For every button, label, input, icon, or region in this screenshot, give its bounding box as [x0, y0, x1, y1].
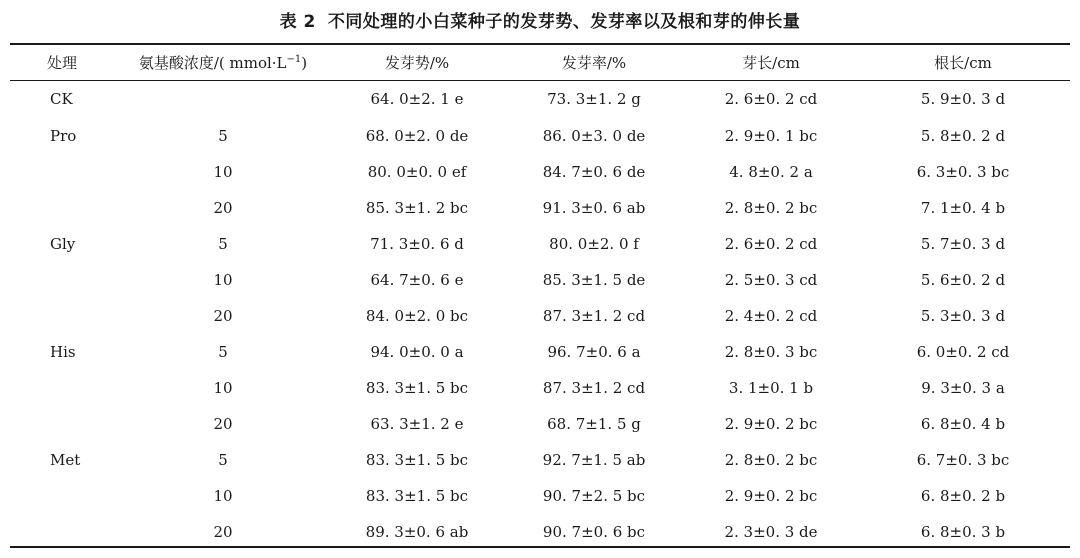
- cell-vigor: 94. 0±0. 0 a: [370, 343, 464, 361]
- header-shoot-length: 芽长/cm: [742, 54, 800, 72]
- table-row: [10, 118, 1070, 154]
- cell-root-length: 5. 6±0. 2 d: [920, 271, 1006, 289]
- cell-rate: 92. 7±1. 5 ab: [542, 451, 646, 469]
- cell-rate: 87. 3±1. 2 cd: [542, 379, 646, 397]
- cell-root-length: 9. 3±0. 3 a: [921, 379, 1005, 397]
- cell-treatment: Gly: [50, 235, 76, 253]
- cell-vigor: 68. 0±2. 0 de: [365, 127, 469, 145]
- header-root-length: 根长/cm: [934, 54, 992, 72]
- cell-vigor: 63. 3±1. 2 e: [370, 415, 464, 433]
- cell-rate: 90. 7±0. 6 bc: [542, 523, 646, 541]
- cell-shoot-length: 2. 3±0. 3 de: [724, 523, 818, 541]
- cell-treatment: [10, 370, 114, 406]
- table-row: [10, 154, 1070, 190]
- cell-vigor: 84. 0±2. 0 bc: [365, 307, 469, 325]
- cell-vigor: 83. 3±1. 5 bc: [365, 487, 469, 505]
- cell-concentration: 10: [213, 379, 233, 397]
- header-vigor: 发芽势/%: [384, 54, 450, 72]
- cell-rate: 68. 7±1. 5 g: [547, 415, 641, 433]
- cell-concentration: 20: [213, 307, 233, 325]
- results-table: [10, 45, 1070, 550]
- cell-concentration: 5: [218, 235, 228, 253]
- table-row: [10, 442, 1070, 478]
- header-row: [10, 45, 1070, 80]
- table-row: [10, 190, 1070, 226]
- cell-shoot-length: 4. 8±0. 2 a: [729, 163, 813, 181]
- cell-concentration: 20: [213, 415, 233, 433]
- cell-treatment: Pro: [50, 127, 77, 145]
- cell-root-length: 6. 0±0. 2 cd: [916, 343, 1010, 361]
- cell-shoot-length: 2. 6±0. 2 cd: [724, 90, 818, 108]
- table-row: [10, 406, 1070, 442]
- table-row: [10, 514, 1070, 550]
- table-row: [10, 80, 1070, 118]
- cell-vigor: 85. 3±1. 2 bc: [365, 199, 469, 217]
- cell-root-length: 5. 7±0. 3 d: [920, 235, 1006, 253]
- cell-concentration: 20: [213, 199, 233, 217]
- header-rate: 发芽率/%: [561, 54, 627, 72]
- cell-treatment: [10, 262, 114, 298]
- cell-treatment: [10, 406, 114, 442]
- header-concentration-text: 氨基酸浓度/( mmol·L: [138, 54, 287, 72]
- cell-root-length: 6. 8±0. 3 b: [920, 523, 1006, 541]
- cell-concentration: [114, 80, 332, 118]
- cell-rate: 96. 7±0. 6 a: [547, 343, 641, 361]
- cell-rate: 84. 7±0. 6 de: [542, 163, 646, 181]
- cell-treatment: Met: [50, 451, 81, 469]
- cell-root-length: 5. 3±0. 3 d: [920, 307, 1006, 325]
- cell-treatment: [10, 298, 114, 334]
- cell-vigor: 83. 3±1. 5 bc: [365, 451, 469, 469]
- cell-shoot-length: 2. 4±0. 2 cd: [724, 307, 818, 325]
- cell-root-length: 5. 9±0. 3 d: [920, 90, 1006, 108]
- cell-root-length: 6. 8±0. 2 b: [920, 487, 1006, 505]
- cell-rate: 87. 3±1. 2 cd: [542, 307, 646, 325]
- table-title: 不同处理的小白菜种子的发芽势、发芽率以及根和芽的伸长量: [327, 12, 801, 32]
- table-row: [10, 478, 1070, 514]
- cell-shoot-length: 2. 9±0. 2 bc: [724, 487, 818, 505]
- cell-treatment: [10, 154, 114, 190]
- cell-vigor: 80. 0±0. 0 ef: [367, 163, 467, 181]
- cell-treatment: His: [50, 343, 76, 361]
- table-caption: [0, 9, 1080, 35]
- cell-rate: 73. 3±1. 2 g: [547, 90, 641, 108]
- cell-shoot-length: 2. 8±0. 3 bc: [724, 343, 818, 361]
- cell-vigor: 64. 0±2. 1 e: [370, 90, 464, 108]
- cell-treatment: [10, 190, 114, 226]
- cell-rate: 80. 0±2. 0 f: [549, 235, 639, 253]
- header-concentration-close: ): [301, 54, 308, 72]
- cell-rate: 91. 3±0. 6 ab: [542, 199, 646, 217]
- table-row: [10, 334, 1070, 370]
- cell-root-length: 6. 3±0. 3 bc: [916, 163, 1010, 181]
- cell-treatment: CK: [50, 90, 73, 108]
- cell-treatment: [10, 478, 114, 514]
- table-row: [10, 298, 1070, 334]
- cell-treatment: [10, 514, 114, 550]
- cell-root-length: 6. 8±0. 4 b: [920, 415, 1006, 433]
- cell-shoot-length: 2. 6±0. 2 cd: [724, 235, 818, 253]
- cell-root-length: 5. 8±0. 2 d: [920, 127, 1006, 145]
- cell-concentration: 10: [213, 487, 233, 505]
- cell-concentration: 5: [218, 127, 228, 145]
- header-concentration-exponent: −1: [286, 54, 302, 65]
- cell-shoot-length: 2. 9±0. 1 bc: [724, 127, 818, 145]
- table-row: [10, 226, 1070, 262]
- table-label: 表 2: [279, 12, 316, 32]
- cell-concentration: 5: [218, 343, 228, 361]
- cell-vigor: 83. 3±1. 5 bc: [365, 379, 469, 397]
- table-row: [10, 262, 1070, 298]
- cell-shoot-length: 2. 5±0. 3 cd: [724, 271, 818, 289]
- cell-rate: 86. 0±3. 0 de: [542, 127, 646, 145]
- cell-concentration: 20: [213, 523, 233, 541]
- cell-shoot-length: 2. 8±0. 2 bc: [724, 451, 818, 469]
- cell-vigor: 71. 3±0. 6 d: [370, 235, 464, 253]
- header-concentration: [114, 45, 332, 80]
- cell-rate: 90. 7±2. 5 bc: [542, 487, 646, 505]
- cell-shoot-length: 2. 9±0. 2 bc: [724, 415, 818, 433]
- cell-concentration: 5: [218, 451, 228, 469]
- cell-shoot-length: 2. 8±0. 2 bc: [724, 199, 818, 217]
- table-row: [10, 370, 1070, 406]
- cell-concentration: 10: [213, 271, 233, 289]
- header-treatment: 处理: [46, 54, 77, 72]
- cell-vigor: 89. 3±0. 6 ab: [365, 523, 469, 541]
- cell-concentration: 10: [213, 163, 233, 181]
- cell-vigor: 64. 7±0. 6 e: [370, 271, 464, 289]
- cell-root-length: 6. 7±0. 3 bc: [916, 451, 1010, 469]
- cell-rate: 85. 3±1. 5 de: [542, 271, 646, 289]
- cell-shoot-length: 3. 1±0. 1 b: [728, 379, 814, 397]
- cell-root-length: 7. 1±0. 4 b: [920, 199, 1006, 217]
